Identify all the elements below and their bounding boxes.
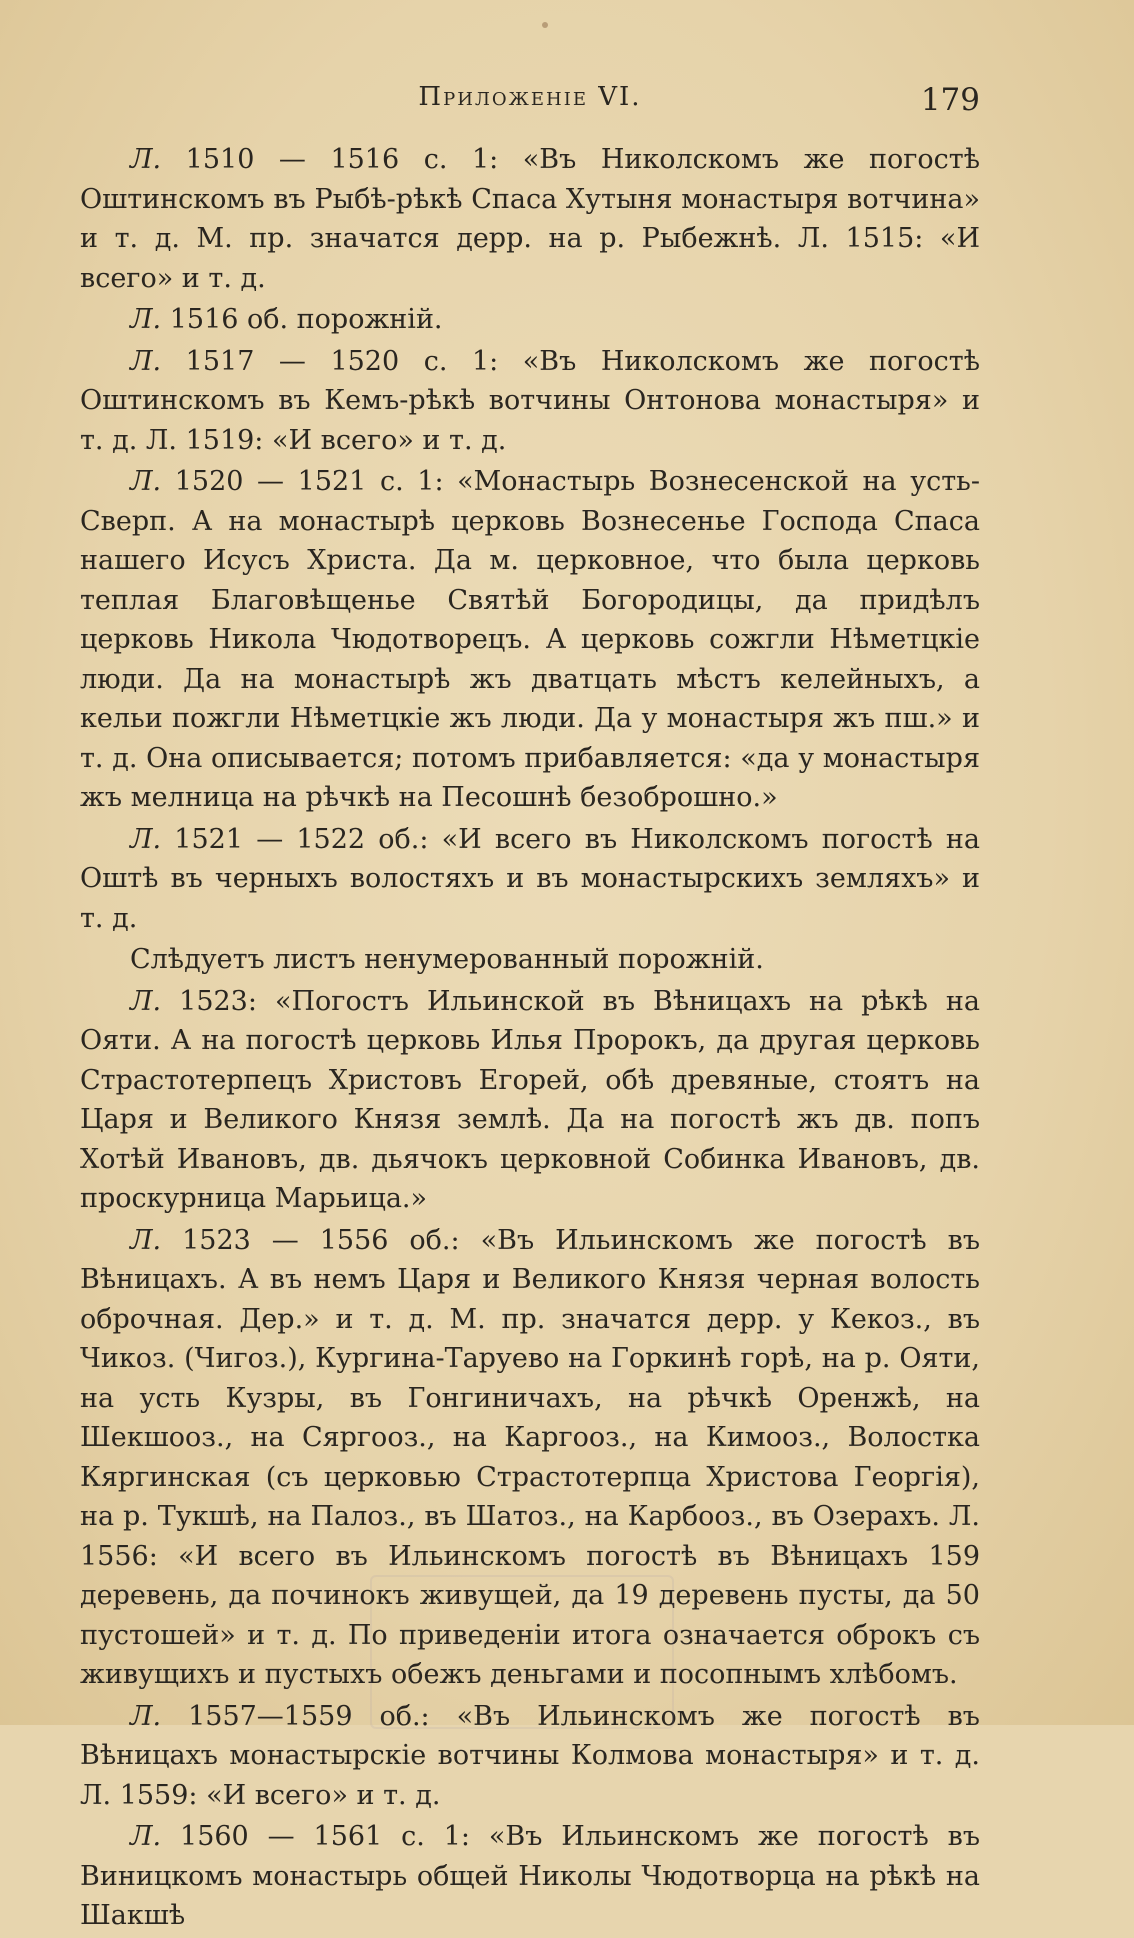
paragraph <box>80 1817 980 1936</box>
paragraph-text: 1523 — 1556 об.: «Въ Ильинскомъ же погостѣ въ Вѣницахъ. А въ немъ Царя и Великого Князя черная волость оброчная. Дер.» и т. д. М. пр. значатся дерр. у Кекоз., въ Чикоз. (Чигоз.), Кургина-Таруево на Горкинѣ горѣ, на р. Ояти, на усть Кузры, въ Гонгиничахъ, на рѣчкѣ Оренжѣ, на Шекшооз., на Сяргооз., на Каргооз., на Кимооз., Волостка Кяргинская (съ церковью Страстотерпца Христова Георгія), на р. Тукшѣ, на Палоз., въ Шатоз., на Карбооз., въ Озерахъ. Л. 1556: «И всего въ Ильинскомъ погостѣ въ Вѣницахъ 159 деревень, да починокъ живущей, да 19 деревень пусты, да 50 пустошей» и т. д. По приведеніи итога означается оброкъ съ живущихъ и пустыхъ обежъ деньгами и посопнымъ хлѣбомъ. <box>80 1224 980 1690</box>
leaf-abbrev: Л. <box>130 985 162 1017</box>
leaf-abbrev: Л. <box>130 1821 162 1852</box>
leaf-abbrev: Л. <box>130 144 162 175</box>
leaf-abbrev: Л. <box>130 1700 162 1732</box>
paragraph-text: 1523: «Погостъ Ильинской въ Вѣницахъ на рѣкѣ на Ояти. А на погостѣ церковь Илья Пророкъ, да другая церковь Страстотерпецъ Христовъ Егорей, обѣ древяные, стоятъ на Царя и Великого Князя землѣ. Да на погостѣ жъ дв. попъ Хотѣй Ивановъ, дв. дьячокъ церковной Собинка Ивановъ, дв. проскурница Марьица.» <box>80 985 980 1214</box>
paragraph <box>80 300 980 340</box>
leaf-abbrev: Л. <box>130 466 162 497</box>
page-number: 179 <box>920 82 980 118</box>
paragraph <box>80 982 980 1219</box>
ink-spot <box>542 22 548 28</box>
paragraph-text: 1517 — 1520 с. 1: «Въ Николскомъ же погостѣ Оштинскомъ въ Кемъ-рѣкѣ вотчины Онтонова монастыря» и т. д. Л. 1519: «И всего» и т. д. <box>80 345 980 456</box>
paragraph <box>80 462 980 818</box>
paragraph-text: 1520 — 1521 с. 1: «Монастырь Вознесенской на усть-Сверп. А на монастырѣ церковь Вознесенье Господа Спаса нашего Исусъ Христа. Да м. церковное, что была церковь теплая Благовѣщенье Святѣй Богородицы, да придѣлъ церковь Никола Чюдотворецъ. А церковь сожгли Нѣметцкіе люди. Да на монастырѣ жъ дватцать мѣстъ келейныхъ, а кельи пожгли Нѣметцкіе жъ люди. Да у монастыря жъ пш.» и т. д. Она описывается; потомъ прибавляется: «да у монастыря жъ мелница на рѣчкѣ на Песошнѣ безоброшно.» <box>80 466 980 813</box>
running-title: Приложеніе VI. <box>418 82 642 112</box>
leaf-abbrev: Л. <box>130 823 162 855</box>
leaf-abbrev: Л. <box>130 304 162 335</box>
running-head <box>80 82 980 122</box>
leaf-abbrev: Л. <box>130 345 162 377</box>
paragraph-text: 1516 об. порожній. <box>161 304 443 335</box>
paragraph-text: Слѣдуетъ листъ ненумерованный порожній. <box>130 944 764 975</box>
paragraph-text: 1510 — 1516 с. 1: «Въ Николскомъ же погостѣ Оштинскомъ въ Рыбѣ-рѣкѣ Спаса Хутыня монастыря вотчина» и т. д. М. пр. значатся дерр. на р. Рыбежнѣ. Л. 1515: «И всего» и т. д. <box>80 144 980 294</box>
paragraph-text: 1557—1559 об.: «Въ Ильинскомъ же погостѣ въ Вѣницахъ монастырскіе вотчины Колмова монастыря» и т. д. Л. 1559: «И всего» и т. д. <box>80 1700 980 1811</box>
paragraph <box>80 140 980 298</box>
paragraph-text: 1560 — 1561 с. 1: «Въ Ильинскомъ же погостѣ въ Виницкомъ монастырь общей Николы Чюдотворца на рѣкѣ на Шакшѣ <box>80 1821 980 1931</box>
faded-library-stamp <box>370 1575 674 1729</box>
paragraph <box>80 940 980 980</box>
paragraph <box>80 342 980 461</box>
leaf-abbrev: Л. <box>130 1224 162 1256</box>
paragraph-text: 1521 — 1522 об.: «И всего въ Николскомъ погостѣ на Оштѣ въ черныхъ волостяхъ и въ монастырскихъ земляхъ» и т. д. <box>80 823 980 934</box>
paragraph <box>80 820 980 939</box>
